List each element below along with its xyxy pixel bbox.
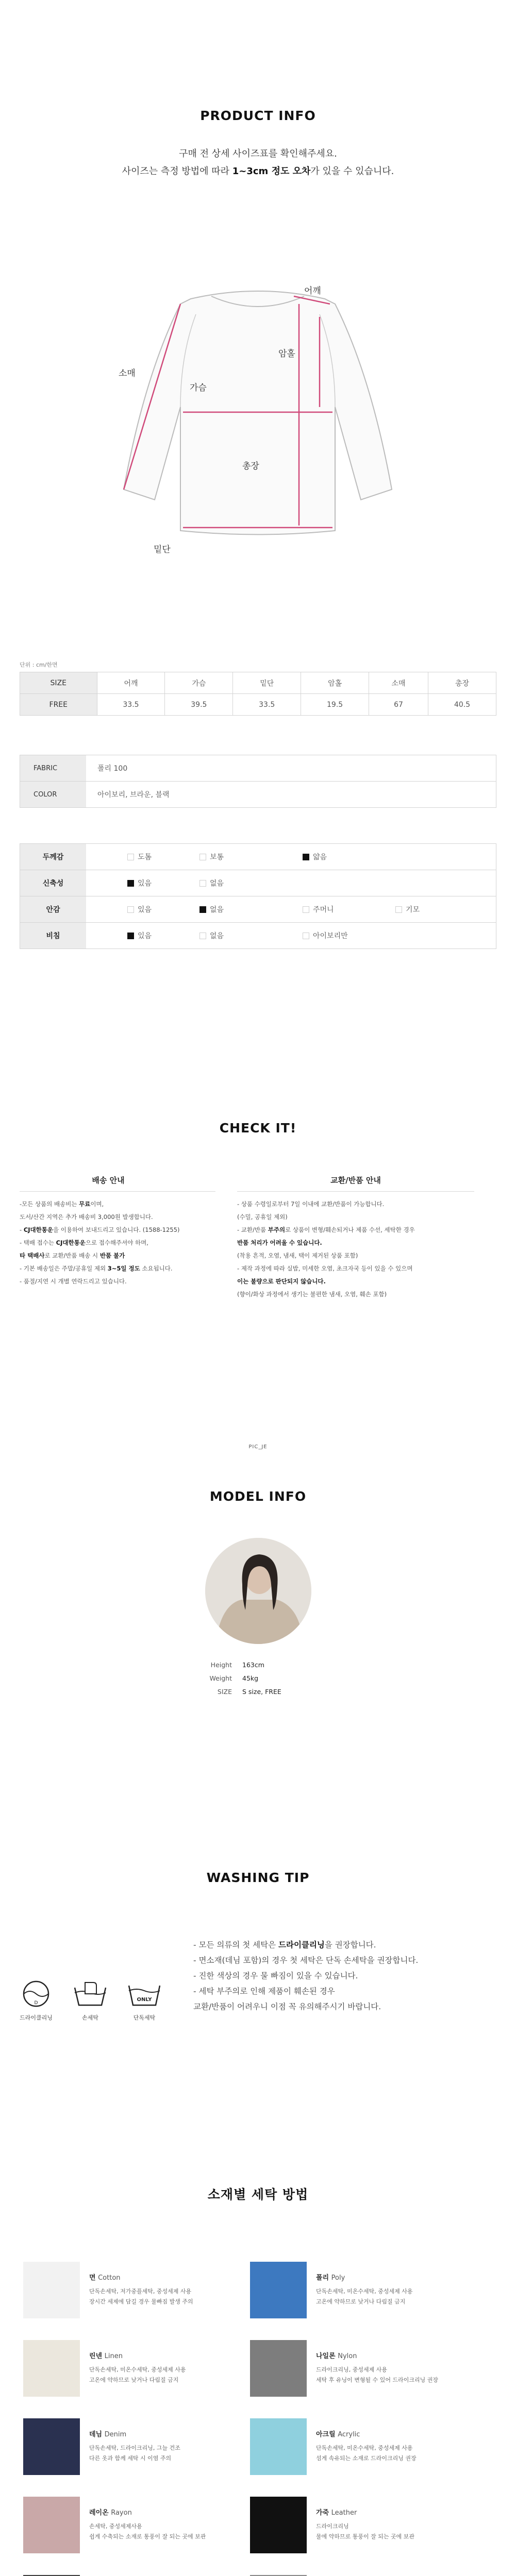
- fabric-name: 폴리 Poly: [316, 2274, 345, 2282]
- option-label: 안감: [20, 896, 86, 922]
- option-row-lining: [20, 896, 496, 923]
- icon-caption: 단독세탁: [133, 2014, 156, 2021]
- checkbox-icon: [127, 854, 134, 860]
- option-item: 도톰: [86, 844, 199, 870]
- product-info-title: PRODUCT INFO: [200, 108, 316, 123]
- checkbox-icon: [303, 906, 309, 913]
- delivery-notes: -모든 상품의 배송비는 무료이며, 도서/산간 지역은 추가 배송비 3,000원 발생합니다. - CJ대한통운을 이용하여 보내드리고 있습니다. (1588-1255) - 택배 접수는 CJ대한통운으로 접수해주셔야 하며, 타 택배사로 교환/반품 배송 시 반품 불가 - 기본 배송일은 주말/공휴일 제외 3~5일 정도 소요됩니다. - 품절/지연 시 개별 연락드리고 있습니다.: [20, 1200, 180, 1285]
- unit-note: 단위 : cm/한면: [20, 662, 58, 668]
- option-item: 얇음: [303, 844, 327, 870]
- size-table-header: 어깨: [97, 672, 165, 694]
- intro-line-1: 구매 전 상세 사이즈표를 확인해주세요.: [179, 148, 337, 159]
- fabric-item: [250, 2262, 446, 2318]
- label-length: 총장: [242, 461, 259, 471]
- fabric-description: 드라이크리닝, 중성세제 사용 세탁 후 유닝이 변형될 수 있어 드라이크리닝 권장: [316, 2366, 438, 2383]
- fabric-item: [23, 2418, 219, 2475]
- label-shoulder: 어깨: [304, 286, 321, 296]
- model-info-title: MODEL INFO: [209, 1489, 307, 1504]
- fabric-swatch: [23, 2340, 80, 2397]
- hand-wash-icon: [70, 1978, 111, 2009]
- fabric-item: [250, 2497, 446, 2553]
- option-item: 보통: [199, 844, 303, 870]
- color-label: COLOR: [20, 782, 86, 807]
- size-table-cell: FREE: [20, 694, 97, 716]
- label-chest: 가슴: [190, 383, 207, 393]
- washing-tips: - 모든 의류의 첫 세탁은 드라이클리닝을 권장합니다. - 면소재(데님 포함)의 경우 첫 세탁은 단독 손세탁을 권장합니다. - 진한 색상의 경우 물 빠짐이 있을 수 있습니다. - 세탁 부주의로 인해 제품이 훼손된 경우 교환/반품이 어려우니 이점 꼭 유의해주시기 바랍니다.: [193, 1940, 419, 2011]
- size-table-header-row: [20, 672, 496, 694]
- fabric-name: 레이온 Rayon: [89, 2509, 132, 2517]
- size-table-header: 총장: [428, 672, 496, 694]
- icon-caption: 드라이클리닝: [20, 2014, 53, 2021]
- option-label: 신축성: [20, 870, 86, 896]
- fabric-description: 손세탁, 중성세제사용 쉽게 수축되는 소재로 통풍이 잘 되는 곳에 보관: [89, 2523, 206, 2540]
- model-stats: Height 163cm Weight 45kg SIZE S size, FREE: [209, 1660, 281, 1696]
- size-table-cell: 33.5: [233, 694, 301, 716]
- option-label: 두께감: [20, 844, 86, 870]
- fabric-swatch: [23, 2418, 80, 2475]
- fabric-item: [23, 2340, 219, 2397]
- fabric-description: 단독손세탁, 미온수세탁, 중성세제 사용 섬게 속유되는 소재로 드라이크리닝 권장: [316, 2445, 417, 2462]
- size-table-header: 밑단: [233, 672, 301, 694]
- checkbox-icon: [199, 933, 206, 939]
- wash-icon-single: [124, 1978, 165, 2011]
- fabric-item: [23, 2262, 219, 2318]
- fabric-name: 면 Cotton: [89, 2274, 121, 2282]
- size-table-cell: 67: [369, 694, 428, 716]
- svg-text:ONLY: ONLY: [137, 1997, 152, 2003]
- option-item: 아이보리만: [303, 923, 348, 948]
- model-photo: [205, 1538, 311, 1644]
- fabric-swatch: [23, 2262, 80, 2318]
- label-sleeve: 소매: [119, 368, 136, 379]
- fabric-description: 단독손세탁, 미온수세탁, 중성세제 사용 고온에 약하므로 낮거나 다림질 금지: [89, 2366, 186, 2383]
- svg-text:D: D: [34, 2001, 38, 2006]
- fabric-name: 린넨 Linen: [89, 2352, 123, 2360]
- fabric-swatch: [250, 2340, 307, 2397]
- checkbox-checked-icon: [199, 906, 206, 913]
- check-it-title: CHECK IT!: [219, 1121, 297, 1136]
- wash-separately-icon: [124, 1978, 165, 2009]
- color-row: [20, 781, 496, 808]
- fabric-name: 가죽 Leather: [316, 2509, 357, 2517]
- size-table-cell: 19.5: [301, 694, 369, 716]
- option-item: 있음: [86, 870, 199, 896]
- fabric-description: 단독손세탁, 드라이크리닝, 그늘 건조 다른 옷과 함께 세탁 시 이염 주의: [89, 2445, 180, 2462]
- brand-logo: PIC_JE: [248, 1444, 268, 1450]
- fabric-description: 단독손세탁, 미온수세탁, 중성세제 사용 고온에 약하므로 낮거나 다림질 금지: [316, 2288, 413, 2305]
- label-hem: 밑단: [154, 545, 171, 555]
- option-item: 있음: [86, 896, 199, 922]
- option-row-stretch: [20, 870, 496, 896]
- option-item: 주머니: [303, 896, 395, 922]
- checkbox-checked-icon: [303, 854, 309, 860]
- checkbox-icon: [199, 880, 206, 887]
- option-row-sheer: [20, 922, 496, 949]
- color-value: 아이보리, 브라운, 블랙: [97, 791, 170, 799]
- option-row-thickness: [20, 843, 496, 870]
- checkbox-checked-icon: [127, 880, 134, 887]
- fabric-name: 데님 Denim: [89, 2431, 127, 2438]
- checkbox-checked-icon: [127, 933, 134, 939]
- size-table-header: 가슴: [165, 672, 233, 694]
- option-item: 없음: [199, 896, 303, 922]
- size-table-cell: 40.5: [428, 694, 496, 716]
- wash-icon-hand: [70, 1978, 111, 2011]
- exchange-notes: - 상품 수령일로부터 7일 이내에 교환/반품이 가능합니다. (수밀, 공휴일 제외) - 교환/반품 부주의로 상품이 변형/훼손되거나 제품 수선, 세탁한 경우 반품 처리가 어려울 수 있습니다. (착용 흔적, 오염, 냄새, 택이 제거된 상품 포함) - 제작 과정에 따라 실밥, 미세한 오염, 초크자국 등이 있을 수 있으며 이는 불량으로 판단되지 않습니다. (향이/화상 과정에서 생기는 불편한 냄새, 오염, 훼손 포함): [237, 1200, 415, 1298]
- fabric-item: [250, 2340, 446, 2397]
- fabric-name: 나일론 Nylon: [316, 2352, 357, 2360]
- garment-size-diagram: [93, 273, 423, 582]
- fabric-swatch: [23, 2497, 80, 2553]
- checkbox-icon: [127, 906, 134, 913]
- dry-clean-icon: [15, 1978, 57, 2009]
- fabric-guide-title: 소재별 세탁 방법: [207, 2187, 309, 2202]
- size-table-cell: 33.5: [97, 694, 165, 716]
- checkbox-icon: [303, 933, 309, 939]
- fabric-swatch: [250, 2497, 307, 2553]
- option-item: 없음: [199, 923, 303, 948]
- option-item: 기모: [395, 896, 420, 922]
- washing-tip-title: WASHING TIP: [206, 1870, 310, 1885]
- delivery-title: 배송 안내: [92, 1176, 125, 1185]
- size-table-header: 소매: [369, 672, 428, 694]
- exchange-title: 교환/반품 안내: [330, 1176, 381, 1185]
- fabric-name: 아크릴 Acrylic: [316, 2431, 360, 2438]
- checkbox-icon: [199, 854, 206, 860]
- intro-line-2: 사이즈는 측정 방법에 따라 1~3cm 정도 오차가 있을 수 있습니다.: [122, 166, 394, 177]
- fabric-description: 단독손세탁, 저가중플세탁, 중성세제 사용 장시간 세제에 담길 경우 물빠짐 발생 주의: [89, 2288, 193, 2305]
- fabric-swatch: [250, 2262, 307, 2318]
- fabric-row: [20, 755, 496, 782]
- fabric-item: [23, 2497, 219, 2553]
- icon-caption: 손세탁: [82, 2014, 98, 2021]
- fabric-swatch: [250, 2418, 307, 2475]
- fabric-description: 드라이크리닝 물에 약하므로 통풍이 잘 되는 곳에 보관: [316, 2523, 414, 2540]
- size-table-cell: 39.5: [165, 694, 233, 716]
- size-table-row: [20, 694, 496, 716]
- size-table-header: SIZE: [20, 672, 97, 694]
- wash-icon-dry: [15, 1978, 57, 2011]
- fabric-item: [250, 2418, 446, 2475]
- fabric-label: FABRIC: [20, 755, 86, 781]
- label-armhole: 암홀: [278, 349, 295, 359]
- size-table: [20, 672, 496, 716]
- checkbox-icon: [395, 906, 402, 913]
- option-item: 있음: [86, 923, 199, 948]
- size-table-header: 암홀: [301, 672, 369, 694]
- option-item: 없음: [199, 870, 224, 896]
- option-label: 비침: [20, 923, 86, 948]
- fabric-value: 폴리 100: [97, 765, 128, 773]
